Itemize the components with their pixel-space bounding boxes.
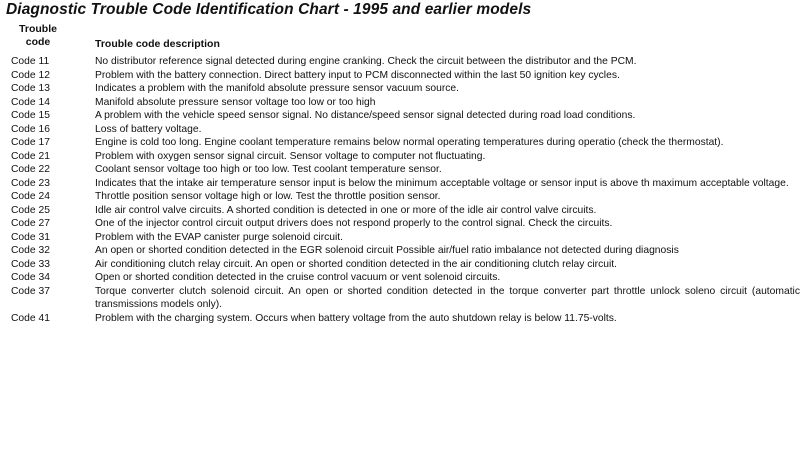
column-header-trouble-code: Trouble code xyxy=(19,23,57,48)
description-cell: Air conditioning clutch relay circuit. An open or shorted condition detected in the air conditioning clutch relay circuit. xyxy=(95,258,617,270)
table-row xyxy=(0,231,800,245)
table-row xyxy=(0,55,800,69)
column-header-description: Trouble code description xyxy=(95,38,220,50)
code-cell: Code 23 xyxy=(11,177,50,189)
code-cell: Code 24 xyxy=(11,191,50,202)
code-cell: Code 41 xyxy=(11,312,50,324)
description-cell: Problem with oxygen sensor signal circuit. Sensor voltage to computer not fluctuating. xyxy=(95,150,486,162)
table-row xyxy=(0,312,800,326)
description-cell: An open or shorted condition detected in the EGR solenoid circuit Possible air/fuel ratio imbalance not detected during diagnosis xyxy=(95,245,679,256)
description-cell: Loss of battery voltage. xyxy=(95,123,202,135)
description-cell: A problem with the vehicle speed sensor signal. No distance/speed sensor signal detected during road load conditions. xyxy=(95,110,636,121)
code-cell: Code 12 xyxy=(11,69,50,81)
table-row xyxy=(0,163,800,177)
code-cell: Code 21 xyxy=(11,150,50,162)
description-cell: No distributor reference signal detected during engine cranking. Check the circuit between the distributor and the PCM. xyxy=(95,56,637,67)
table-row xyxy=(0,285,800,312)
table-row xyxy=(0,190,800,204)
description-cell: Coolant sensor voltage too high or too low. Test coolant temperature sensor. xyxy=(95,164,442,175)
description-cell: Idle air control valve circuits. A shorted condition is detected in one or more of the idle air control valve circuits. xyxy=(95,204,597,216)
code-cell: Code 31 xyxy=(11,231,50,243)
trouble-code-table xyxy=(0,55,800,325)
table-row xyxy=(0,109,800,123)
table-row xyxy=(0,244,800,258)
code-cell: Code 14 xyxy=(11,96,50,108)
code-cell: Code 15 xyxy=(11,110,50,121)
description-cell: Indicates that the intake air temperature sensor input is below the minimum acceptable voltage or sensor input is above th maximum acceptable voltage. xyxy=(95,177,789,189)
table-row xyxy=(0,177,800,191)
code-cell: Code 17 xyxy=(11,137,50,148)
description-cell: Indicates a problem with the manifold absolute pressure sensor vacuum source. xyxy=(95,83,460,94)
description-cell: Problem with the EVAP canister purge solenoid circuit. xyxy=(95,231,344,243)
table-row xyxy=(0,96,800,110)
code-cell: Code 27 xyxy=(11,218,50,229)
description-cell: Problem with the battery connection. Direct battery input to PCM disconnected within the last 50 ignition key cycles. xyxy=(95,69,620,81)
description-cell: Manifold absolute pressure sensor voltage too low or too high xyxy=(95,96,376,108)
code-cell: Code 16 xyxy=(11,123,50,135)
table-row xyxy=(0,82,800,96)
code-cell: Code 22 xyxy=(11,164,50,175)
description-cell: Engine is cold too long. Engine coolant temperature remains below normal operating temperatures during operatio (check the thermostat). xyxy=(95,137,724,148)
code-cell: Code 11 xyxy=(11,56,50,67)
description-cell: Torque converter clutch solenoid circuit. An open or shorted condition detected in the torque converter part throttle unlock soleno circuit (automatic transmissions models only). xyxy=(95,285,800,310)
table-row xyxy=(0,123,800,137)
table-row xyxy=(0,258,800,272)
description-cell: One of the injector control circuit output drivers does not respond properly to the control signal. Check the circuits. xyxy=(95,218,613,229)
code-cell: Code 33 xyxy=(11,258,50,270)
table-row xyxy=(0,69,800,83)
table-row xyxy=(0,150,800,164)
table-row xyxy=(0,204,800,218)
chart-title: Diagnostic Trouble Code Identification Chart - 1995 and earlier models xyxy=(6,1,532,18)
code-cell: Code 13 xyxy=(11,83,50,94)
table-row xyxy=(0,136,800,150)
description-cell: Throttle position sensor voltage high or low. Test the throttle position sensor. xyxy=(95,191,441,202)
table-row xyxy=(0,271,800,285)
table-row xyxy=(0,217,800,231)
code-cell: Code 34 xyxy=(11,272,50,283)
code-cell: Code 32 xyxy=(11,245,50,256)
code-cell: Code 37 xyxy=(11,285,50,297)
description-cell: Open or shorted condition detected in the cruise control vacuum or vent solenoid circuits. xyxy=(95,272,501,283)
description-cell: Problem with the charging system. Occurs when battery voltage from the auto shutdown relay is below 11.75-volts. xyxy=(95,312,617,324)
code-cell: Code 25 xyxy=(11,204,50,216)
